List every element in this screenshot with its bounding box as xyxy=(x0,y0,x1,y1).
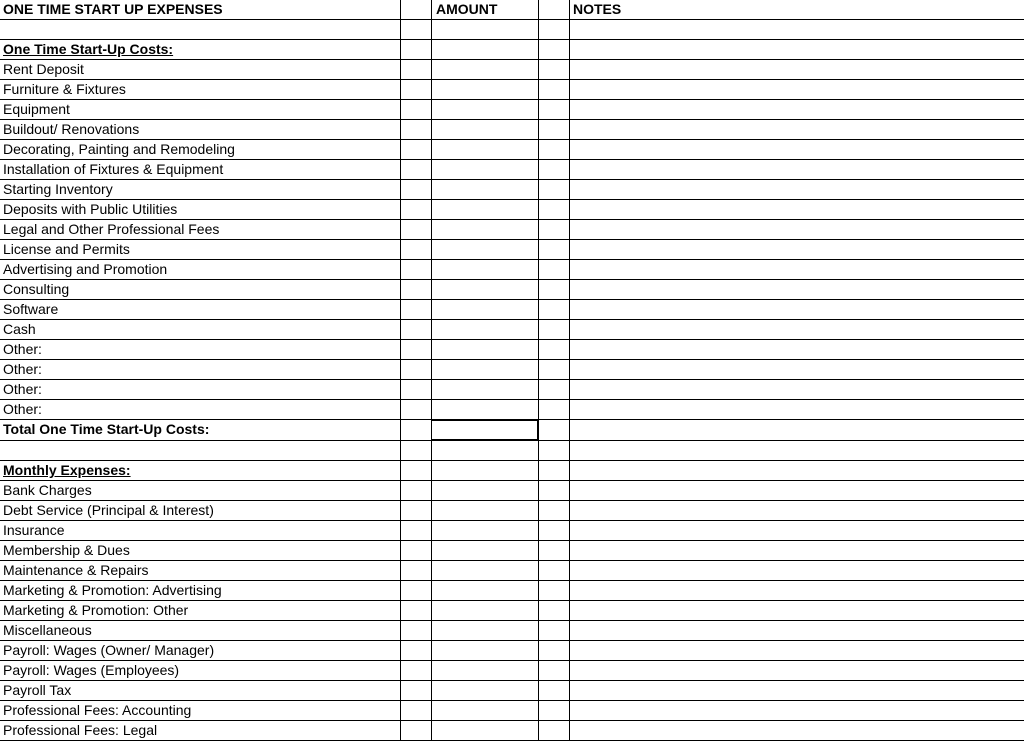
spacer-cell[interactable] xyxy=(538,461,569,480)
spacer-cell[interactable] xyxy=(538,521,569,540)
amount-cell[interactable] xyxy=(431,461,538,480)
monthly-item-row xyxy=(0,521,1024,541)
notes-cell[interactable] xyxy=(569,240,1024,259)
amount-cell[interactable] xyxy=(431,200,538,219)
expense-label-cell[interactable]: Payroll: Wages (Owner/ Manager) xyxy=(3,642,215,658)
one-time-item-row xyxy=(0,140,1024,160)
notes-cell[interactable] xyxy=(569,641,1024,660)
spacer-cell[interactable] xyxy=(538,20,569,39)
spacer-cell[interactable] xyxy=(538,100,569,119)
spacer-cell[interactable] xyxy=(400,180,431,199)
spacer-cell[interactable] xyxy=(538,160,569,179)
one-time-heading-cell[interactable] xyxy=(0,40,400,59)
spacer-cell[interactable] xyxy=(400,280,431,299)
one-time-item-row xyxy=(0,180,1024,200)
amount-cell[interactable] xyxy=(431,340,538,359)
expense-label-cell[interactable]: Bank Charges xyxy=(3,482,92,498)
expense-label-cell[interactable]: License and Permits xyxy=(3,241,130,257)
spacer-cell[interactable] xyxy=(538,300,569,319)
notes-cell[interactable] xyxy=(569,441,1024,460)
notes-cell[interactable] xyxy=(569,701,1024,720)
amount-cell[interactable] xyxy=(431,641,538,660)
notes-cell[interactable] xyxy=(569,681,1024,700)
section-heading-row xyxy=(0,40,1024,60)
spacer-cell[interactable] xyxy=(400,681,431,700)
spacer-cell[interactable] xyxy=(538,40,569,59)
amount-cell[interactable] xyxy=(431,120,538,139)
one-time-item-row xyxy=(0,360,1024,380)
spacer-cell[interactable] xyxy=(400,420,431,440)
spacer-cell[interactable] xyxy=(538,340,569,359)
expense-label-cell[interactable]: Miscellaneous xyxy=(3,622,92,638)
notes-cell[interactable] xyxy=(569,180,1024,199)
one-time-item-row xyxy=(0,100,1024,120)
spacer-cell[interactable] xyxy=(400,80,431,99)
expense-label-cell[interactable]: Debt Service (Principal & Interest) xyxy=(3,502,214,518)
spacer-cell[interactable] xyxy=(538,280,569,299)
monthly-item-row xyxy=(0,621,1024,641)
spacer-cell[interactable] xyxy=(538,320,569,339)
spacer-cell[interactable] xyxy=(400,501,431,520)
notes-cell[interactable] xyxy=(569,661,1024,680)
spacer-cell[interactable] xyxy=(400,641,431,660)
notes-cell[interactable] xyxy=(569,160,1024,179)
amount-cell[interactable] xyxy=(431,240,538,259)
amount-cell[interactable] xyxy=(431,581,538,600)
one-time-item-row xyxy=(0,380,1024,400)
amount-cell[interactable] xyxy=(431,501,538,520)
expense-label-cell[interactable]: Marketing & Promotion: Other xyxy=(3,602,189,618)
spacer-cell[interactable] xyxy=(538,80,569,99)
spacer-cell[interactable] xyxy=(400,320,431,339)
monthly-item-row xyxy=(0,601,1024,621)
blank-row xyxy=(0,20,1024,40)
spacer-cell[interactable] xyxy=(400,561,431,580)
one-time-item-row xyxy=(0,340,1024,360)
notes-cell[interactable] xyxy=(569,340,1024,359)
spacer-cell[interactable] xyxy=(538,641,569,660)
spacer-cell[interactable] xyxy=(400,340,431,359)
expense-label-cell[interactable]: Other: xyxy=(3,401,42,417)
monthly-item-row xyxy=(0,481,1024,501)
expense-label-cell[interactable]: Payroll Tax xyxy=(3,682,72,698)
notes-cell[interactable] xyxy=(569,380,1024,399)
notes-cell[interactable] xyxy=(569,721,1024,740)
notes-cell[interactable] xyxy=(569,420,1024,440)
notes-cell[interactable] xyxy=(569,280,1024,299)
amount-cell[interactable] xyxy=(431,280,538,299)
notes-cell[interactable] xyxy=(569,360,1024,379)
monthly-item-row xyxy=(0,541,1024,561)
amount-cell[interactable] xyxy=(431,721,538,740)
notes-cell[interactable] xyxy=(569,60,1024,79)
spacer-cell[interactable] xyxy=(400,621,431,640)
spacer-cell[interactable] xyxy=(538,200,569,219)
spacer-cell[interactable] xyxy=(400,400,431,419)
expense-label-cell[interactable]: Consulting xyxy=(3,281,70,297)
spacer-cell[interactable] xyxy=(538,60,569,79)
notes-cell[interactable] xyxy=(569,501,1024,520)
spacer-cell[interactable] xyxy=(400,60,431,79)
one-time-item-row xyxy=(0,320,1024,340)
notes-cell[interactable] xyxy=(569,400,1024,419)
amount-cell[interactable] xyxy=(431,40,538,59)
monthly-items xyxy=(0,481,1024,741)
spacer-cell[interactable] xyxy=(538,701,569,720)
monthly-heading: Monthly Expenses: xyxy=(3,462,131,478)
spacer-cell[interactable] xyxy=(538,721,569,740)
one-time-item-row xyxy=(0,160,1024,180)
amount-cell[interactable] xyxy=(431,60,538,79)
notes-cell[interactable] xyxy=(569,260,1024,279)
blank-row xyxy=(0,441,1024,461)
spacer-cell[interactable] xyxy=(400,721,431,740)
amount-cell[interactable] xyxy=(431,681,538,700)
notes-cell[interactable] xyxy=(569,561,1024,580)
one-time-items xyxy=(0,60,1024,420)
expense-label-cell[interactable]: Buildout/ Renovations xyxy=(3,121,140,137)
spacer-cell[interactable] xyxy=(538,0,569,19)
one-time-item-row xyxy=(0,60,1024,80)
one-time-item-row xyxy=(0,260,1024,280)
spacer-cell[interactable] xyxy=(400,220,431,239)
expense-label-cell[interactable]: Other: xyxy=(3,361,42,377)
monthly-item-row xyxy=(0,721,1024,741)
notes-cell[interactable] xyxy=(569,581,1024,600)
expense-label-cell[interactable]: Installation of Fixtures & Equipment xyxy=(3,161,224,177)
amount-cell[interactable] xyxy=(431,80,538,99)
spacer-cell[interactable] xyxy=(538,581,569,600)
expense-label-cell[interactable]: Marketing & Promotion: Advertising xyxy=(3,582,222,598)
amount-header-cell[interactable]: AMOUNT xyxy=(431,0,538,19)
one-time-item-row xyxy=(0,200,1024,220)
spacer-cell[interactable] xyxy=(400,541,431,560)
spacer-cell[interactable] xyxy=(400,581,431,600)
spacer-cell[interactable] xyxy=(538,220,569,239)
amount-cell[interactable] xyxy=(431,541,538,560)
monthly-item-row xyxy=(0,701,1024,721)
amount-cell[interactable] xyxy=(431,481,538,500)
expense-label-cell[interactable]: Other: xyxy=(3,341,42,357)
total-label-cell[interactable]: Total One Time Start-Up Costs: xyxy=(3,421,210,437)
spacer-cell[interactable] xyxy=(400,260,431,279)
amount-cell[interactable] xyxy=(431,621,538,640)
spacer-cell[interactable] xyxy=(538,180,569,199)
spacer-cell[interactable] xyxy=(538,661,569,680)
spacer-cell[interactable] xyxy=(400,20,431,39)
spacer-cell[interactable] xyxy=(538,541,569,560)
sheet-title-cell[interactable]: ONE TIME START UP EXPENSES xyxy=(3,1,223,17)
spacer-cell[interactable] xyxy=(538,380,569,399)
spacer-cell[interactable] xyxy=(538,601,569,620)
amount-cell[interactable] xyxy=(431,561,538,580)
notes-cell[interactable] xyxy=(569,120,1024,139)
expense-label-cell[interactable]: Equipment xyxy=(3,101,70,117)
expense-label-cell[interactable]: Rent Deposit xyxy=(3,61,84,77)
notes-cell[interactable] xyxy=(569,140,1024,159)
notes-cell[interactable] xyxy=(569,481,1024,500)
spacer-cell[interactable] xyxy=(400,661,431,680)
spacer-cell[interactable] xyxy=(538,561,569,580)
expense-label-cell[interactable]: Advertising and Promotion xyxy=(3,261,168,277)
spacer-cell[interactable] xyxy=(400,160,431,179)
one-time-item-row xyxy=(0,120,1024,140)
amount-cell[interactable] xyxy=(431,701,538,720)
spacer-cell[interactable] xyxy=(538,621,569,640)
notes-cell[interactable] xyxy=(569,541,1024,560)
section-heading-row xyxy=(0,461,1024,481)
expense-label-cell[interactable]: Cash xyxy=(3,321,36,337)
one-time-item-row xyxy=(0,240,1024,260)
one-time-item-row xyxy=(0,80,1024,100)
notes-cell[interactable] xyxy=(569,200,1024,219)
one-time-item-row xyxy=(0,280,1024,300)
expense-label-cell[interactable]: Maintenance & Repairs xyxy=(3,562,149,578)
spacer-cell[interactable] xyxy=(400,140,431,159)
total-row xyxy=(0,420,1024,441)
expense-label-cell[interactable]: Professional Fees: Legal xyxy=(3,722,158,738)
monthly-item-row xyxy=(0,641,1024,661)
expense-label-cell[interactable]: Deposits with Public Utilities xyxy=(3,201,178,217)
amount-cell[interactable] xyxy=(431,380,538,399)
total-amount-cell[interactable] xyxy=(431,420,538,440)
notes-cell[interactable] xyxy=(569,300,1024,319)
amount-cell[interactable] xyxy=(431,320,538,339)
spacer-cell[interactable] xyxy=(538,260,569,279)
amount-cell[interactable] xyxy=(431,360,538,379)
spacer-cell[interactable] xyxy=(538,140,569,159)
monthly-item-row xyxy=(0,561,1024,581)
spacer-cell[interactable] xyxy=(400,441,431,460)
amount-cell[interactable] xyxy=(431,661,538,680)
spacer-cell[interactable] xyxy=(538,120,569,139)
amount-cell[interactable] xyxy=(431,140,538,159)
header-row xyxy=(0,0,1024,20)
spacer-cell[interactable] xyxy=(400,120,431,139)
amount-cell[interactable] xyxy=(431,400,538,419)
monthly-item-row xyxy=(0,501,1024,521)
expense-label-cell[interactable]: Furniture & Fixtures xyxy=(3,81,126,97)
spacer-cell[interactable] xyxy=(400,461,431,480)
one-time-item-row xyxy=(0,400,1024,420)
amount-cell[interactable] xyxy=(431,441,538,460)
expense-label-cell[interactable]: Software xyxy=(3,301,59,317)
expense-label-cell[interactable]: Decorating, Painting and Remodeling xyxy=(3,141,235,157)
notes-cell[interactable] xyxy=(569,80,1024,99)
spacer-cell[interactable] xyxy=(400,701,431,720)
spacer-cell[interactable] xyxy=(538,240,569,259)
notes-cell[interactable] xyxy=(569,621,1024,640)
spacer-cell[interactable] xyxy=(400,100,431,119)
spacer-cell[interactable] xyxy=(400,200,431,219)
monthly-item-row xyxy=(0,661,1024,681)
spacer-cell[interactable] xyxy=(538,481,569,500)
spacer-cell[interactable] xyxy=(538,441,569,460)
expense-label-cell[interactable]: Starting Inventory xyxy=(3,181,113,197)
expense-label-cell[interactable]: Payroll: Wages (Employees) xyxy=(3,662,180,678)
spacer-cell[interactable] xyxy=(400,0,431,19)
one-time-heading: One Time Start-Up Costs: xyxy=(3,41,174,57)
notes-cell[interactable] xyxy=(569,521,1024,540)
one-time-item-row xyxy=(0,300,1024,320)
spacer-cell[interactable] xyxy=(538,400,569,419)
amount-cell[interactable] xyxy=(431,220,538,239)
spacer-cell[interactable] xyxy=(400,300,431,319)
expense-label-cell[interactable]: Other: xyxy=(3,381,42,397)
monthly-item-row xyxy=(0,581,1024,601)
spacer-cell[interactable] xyxy=(400,380,431,399)
amount-cell[interactable] xyxy=(431,601,538,620)
spacer-cell[interactable] xyxy=(400,481,431,500)
spacer-cell[interactable] xyxy=(538,420,569,440)
spacer-cell[interactable] xyxy=(538,681,569,700)
amount-cell[interactable] xyxy=(431,100,538,119)
notes-cell[interactable] xyxy=(569,320,1024,339)
spacer-cell[interactable] xyxy=(538,360,569,379)
notes-header-cell[interactable]: NOTES xyxy=(569,0,1024,19)
amount-cell[interactable] xyxy=(431,180,538,199)
expense-label-cell[interactable]: Professional Fees: Accounting xyxy=(3,702,192,718)
amount-cell[interactable] xyxy=(431,260,538,279)
amount-cell[interactable] xyxy=(431,160,538,179)
notes-cell[interactable] xyxy=(569,100,1024,119)
spacer-cell[interactable] xyxy=(400,601,431,620)
spacer-cell[interactable] xyxy=(538,501,569,520)
label-cell[interactable] xyxy=(0,441,400,460)
notes-cell[interactable] xyxy=(569,20,1024,39)
one-time-item-row xyxy=(0,220,1024,240)
notes-cell[interactable] xyxy=(569,461,1024,480)
notes-cell[interactable] xyxy=(569,40,1024,59)
notes-cell[interactable] xyxy=(569,220,1024,239)
monthly-heading-cell[interactable] xyxy=(0,461,400,480)
amount-cell[interactable] xyxy=(431,300,538,319)
monthly-item-row xyxy=(0,681,1024,701)
spacer-cell[interactable] xyxy=(400,240,431,259)
spacer-cell[interactable] xyxy=(400,521,431,540)
spacer-cell[interactable] xyxy=(400,360,431,379)
amount-cell[interactable] xyxy=(431,20,538,39)
expense-label-cell[interactable]: Membership & Dues xyxy=(3,542,130,558)
expense-label-cell[interactable]: Insurance xyxy=(3,522,65,538)
label-cell[interactable] xyxy=(0,20,400,39)
amount-cell[interactable] xyxy=(431,521,538,540)
spacer-cell[interactable] xyxy=(400,40,431,59)
notes-cell[interactable] xyxy=(569,601,1024,620)
expense-label-cell[interactable]: Legal and Other Professional Fees xyxy=(3,221,220,237)
